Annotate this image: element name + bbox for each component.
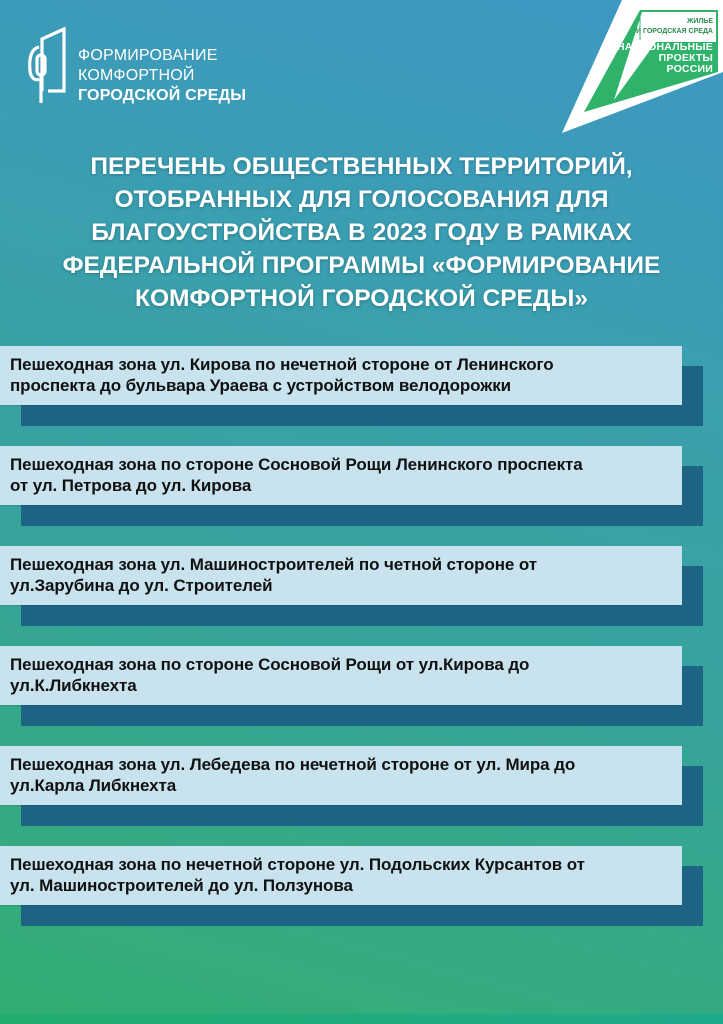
territory-item-5 bbox=[0, 746, 723, 828]
item-card bbox=[0, 746, 682, 805]
title-line-2: ОТОБРАННЫХ ДЛЯ ГОЛОСОВАНИЯ ДЛЯ bbox=[114, 186, 609, 213]
item-line: ул.К.Либкнехта bbox=[10, 675, 137, 695]
item-line: Пешеходная зона по стороне Сосновой Рощи от ул.Кирова до bbox=[10, 655, 530, 674]
fks-logo bbox=[26, 27, 266, 107]
title-line-4: ФЕДЕРАЛЬНОЙ ПРОГРАММЫ «ФОРМИРОВАНИЕ bbox=[62, 252, 661, 279]
title-line-5: КОМФОРТНОЙ ГОРОДСКОЙ СРЕДЫ» bbox=[135, 285, 588, 312]
item-line: Пешеходная зона ул. Лебедева по нечетной стороне от ул. Мира до bbox=[10, 755, 576, 774]
item-line: Пешеходная зона ул. Машиностроителей по четной стороне от bbox=[10, 555, 537, 574]
np-small-line-1: ЖИЛЬЕ bbox=[687, 18, 713, 25]
fks-building-icon bbox=[26, 27, 68, 105]
title-line-3: БЛАГОУСТРОЙСТВА В 2023 ГОДУ В РАМКАХ bbox=[91, 219, 632, 246]
item-line: ул.Зарубина до ул. Строителей bbox=[10, 575, 273, 595]
item-card bbox=[0, 646, 682, 705]
page-title bbox=[0, 150, 723, 315]
item-line: ул.Карла Либкнехта bbox=[10, 775, 177, 795]
item-card bbox=[0, 546, 682, 605]
fks-logo-line-3: ГОРОДСКОЙ СРЕДЫ bbox=[78, 87, 247, 104]
fks-logo-line-1: ФОРМИРОВАНИЕ bbox=[78, 47, 218, 64]
territory-item-1 bbox=[0, 346, 723, 428]
item-line: от ул. Петрова до ул. Кирова bbox=[10, 475, 252, 495]
np-small-line-2: И ГОРОДСКАЯ СРЕДА bbox=[635, 28, 713, 35]
item-card bbox=[0, 446, 682, 505]
item-line: проспекта до бульвара Ураева с устройством велодорожки bbox=[10, 375, 511, 395]
bottom-strip bbox=[0, 1014, 723, 1024]
item-line: Пешеходная зона ул. Кирова по нечетной стороне от Ленинского bbox=[10, 355, 554, 374]
item-line: Пешеходная зона по стороне Сосновой Рощи Ленинского проспекта bbox=[10, 455, 583, 474]
item-line: ул. Машиностроителей до ул. Ползунова bbox=[10, 875, 353, 895]
territory-item-4 bbox=[0, 646, 723, 728]
territory-item-6 bbox=[0, 846, 723, 928]
fks-logo-line-2: КОМФОРТНОЙ bbox=[78, 67, 195, 84]
national-projects-logo bbox=[560, 0, 723, 135]
np-big-line-2: ПРОЕКТЫ bbox=[658, 52, 713, 64]
title-line-1: ПЕРЕЧЕНЬ ОБЩЕСТВЕННЫХ ТЕРРИТОРИЙ, bbox=[90, 153, 633, 180]
item-line: Пешеходная зона по нечетной стороне ул. Подольских Курсантов от bbox=[10, 855, 585, 874]
territory-item-2 bbox=[0, 446, 723, 528]
np-big-line-3: РОССИИ bbox=[666, 63, 713, 75]
item-card bbox=[0, 846, 682, 905]
territory-item-3 bbox=[0, 546, 723, 628]
np-big-line-1: НАЦИОНАЛЬНЫЕ bbox=[616, 41, 713, 53]
item-card bbox=[0, 346, 682, 405]
